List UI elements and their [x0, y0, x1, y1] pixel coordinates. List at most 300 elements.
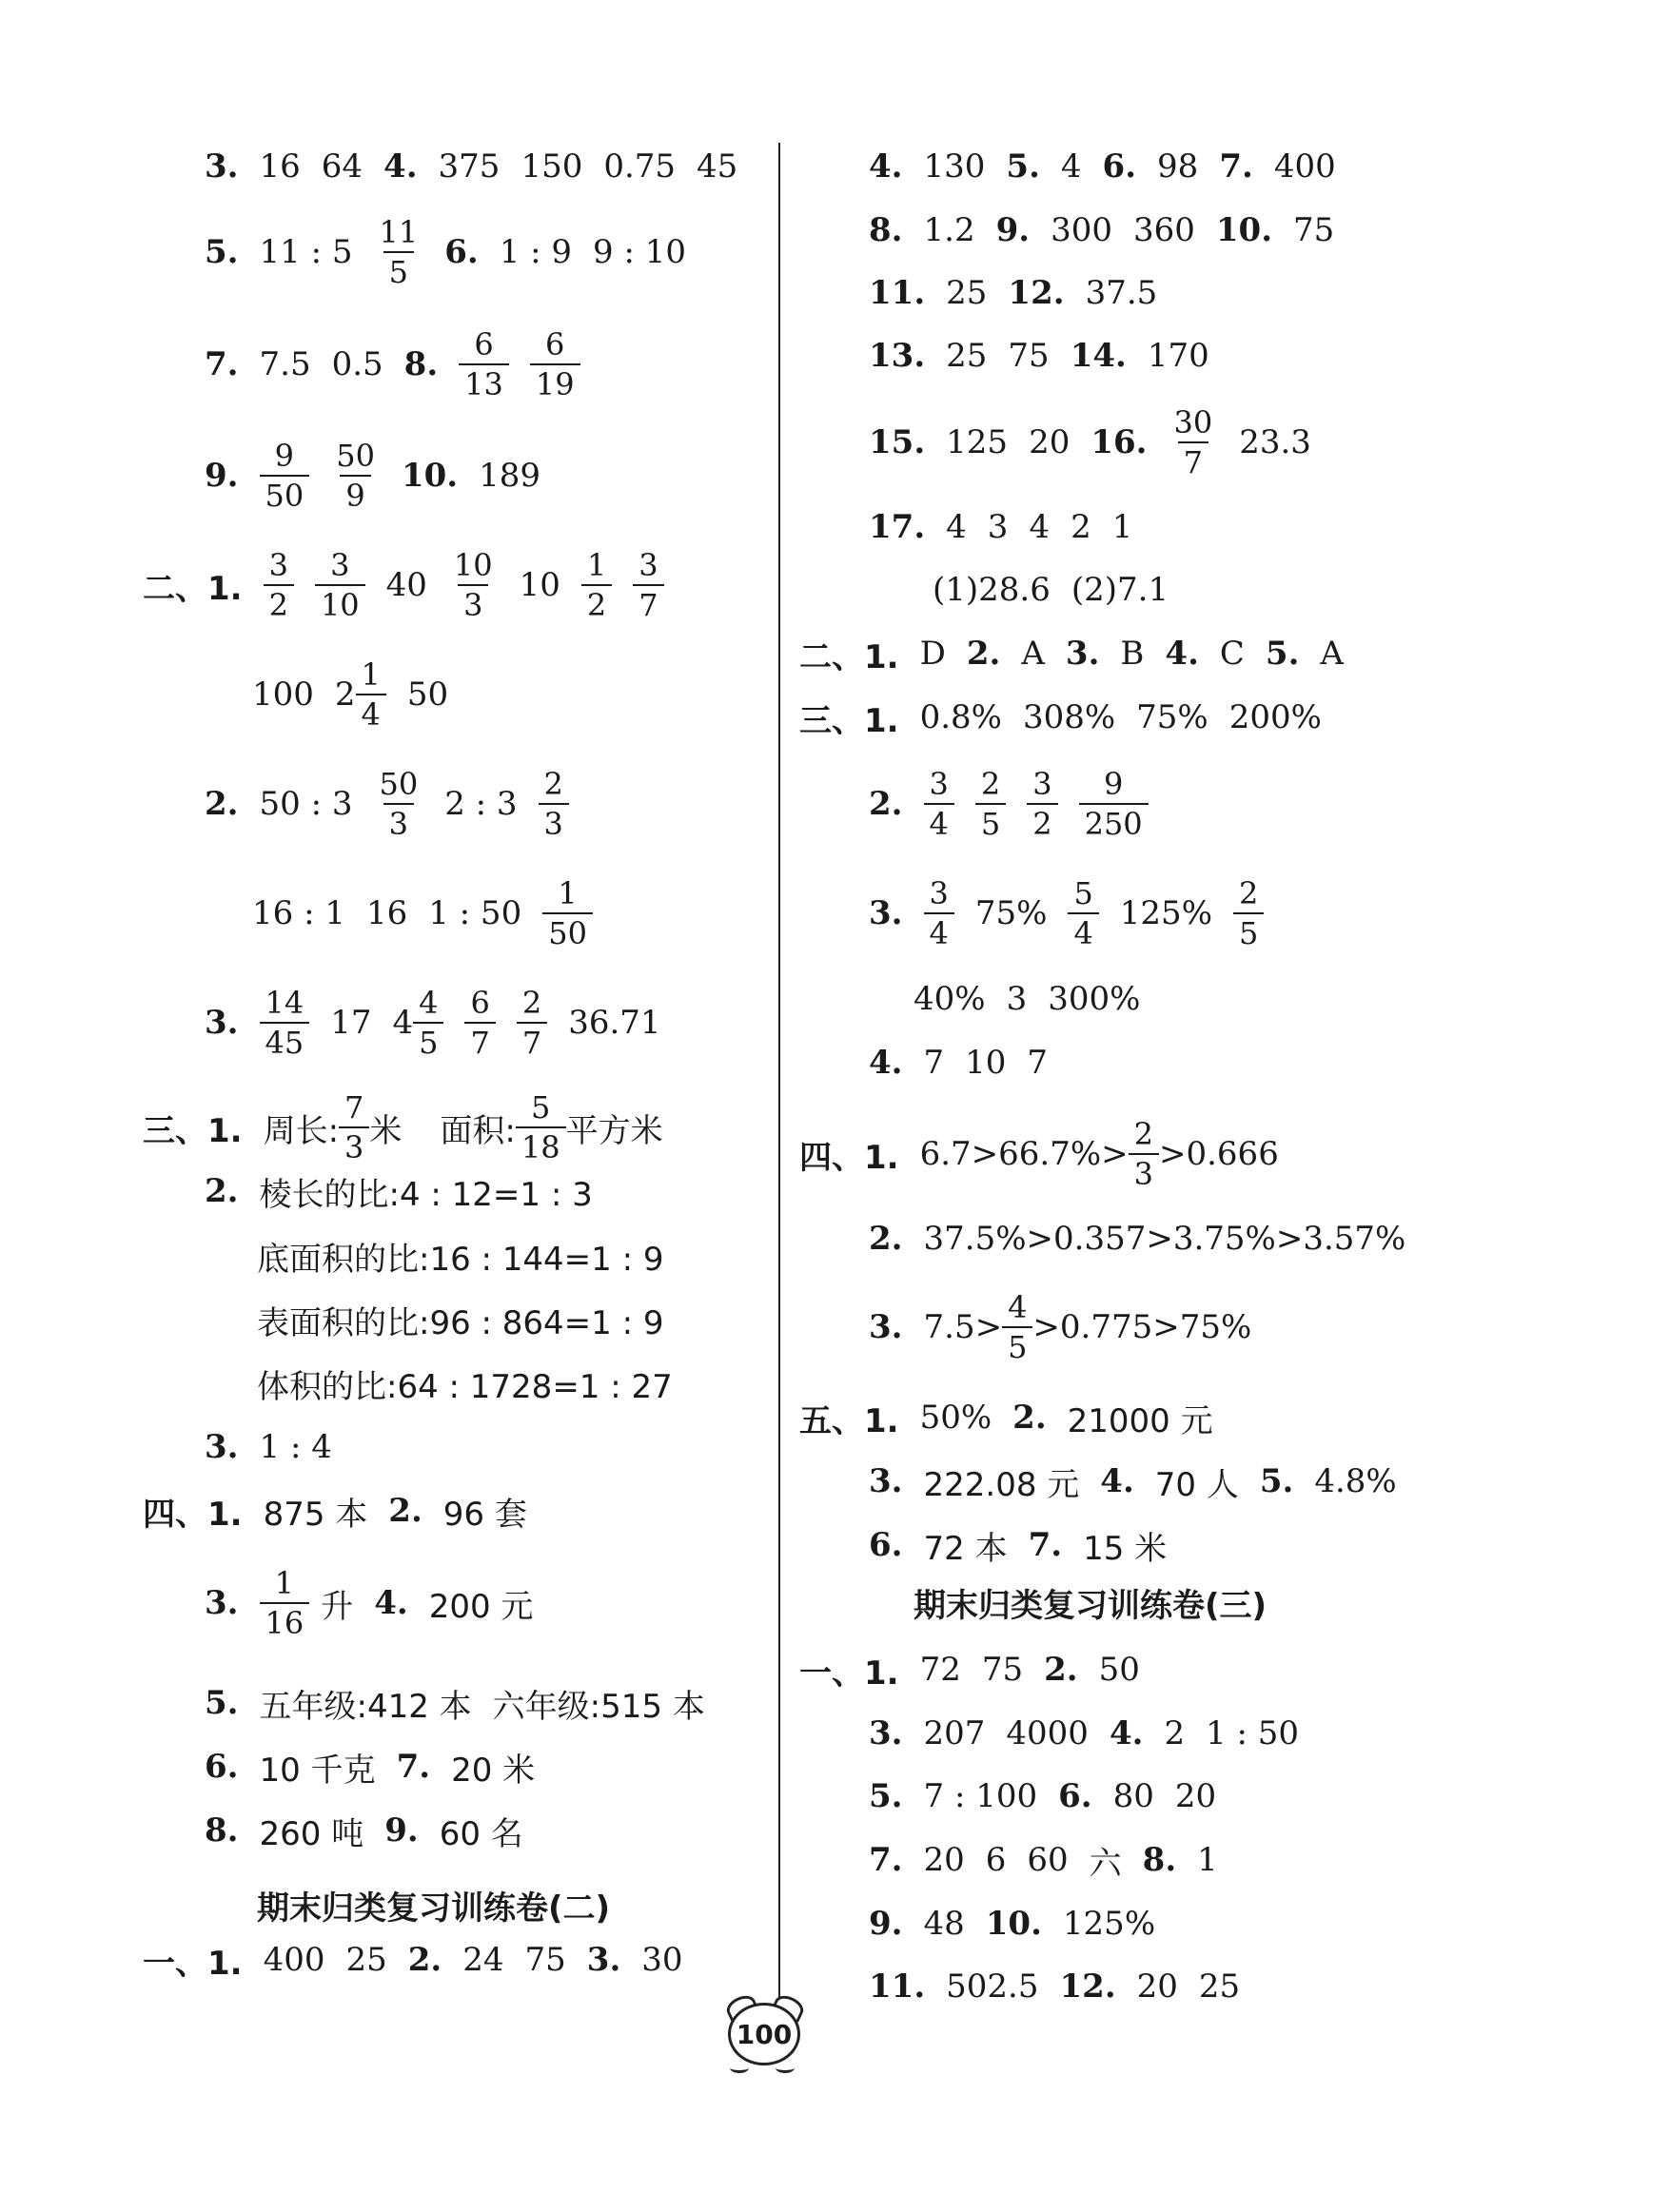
answer: 4000 [1006, 1714, 1089, 1752]
fraction [542, 875, 593, 951]
fraction [373, 766, 423, 842]
section-number: 一、1. [799, 1654, 899, 1693]
fraction [1129, 1116, 1159, 1192]
item-number: 6. [1102, 147, 1137, 186]
fraction [516, 1089, 566, 1165]
answer-line [869, 1453, 1418, 1510]
item-number: 11. [869, 274, 926, 312]
answer: 3 [987, 508, 1009, 546]
numerator: 10 [453, 547, 493, 583]
item-number: 10. [1215, 211, 1273, 249]
answer: 1 [1111, 508, 1133, 546]
numerator: 14 [265, 985, 305, 1021]
item-number: 16. [1090, 423, 1148, 461]
whole-part: 2 [334, 675, 356, 714]
denominator: 2 [264, 584, 294, 620]
fraction [459, 326, 509, 402]
answer: 70 人 [1154, 1465, 1239, 1504]
label: 面积: [440, 1111, 516, 1150]
answer: 150 [521, 147, 583, 186]
answer: 98 [1157, 147, 1199, 186]
denominator: 3 [539, 803, 569, 839]
item-number: 6. [444, 233, 479, 271]
label: 周长: [263, 1111, 340, 1150]
answer: 2 [1071, 508, 1091, 546]
numerator: 1 [586, 547, 607, 583]
answer: 21000 元 [1067, 1401, 1213, 1440]
answer: 30 [641, 1941, 683, 1979]
denominator: 50 [260, 475, 310, 511]
answer: 五年级:412 本 [259, 1687, 472, 1726]
item-number: 5. [869, 1777, 903, 1815]
numerator: 3 [639, 547, 658, 583]
numerator: 6 [470, 985, 490, 1021]
item-number: 4. [869, 147, 903, 186]
item-number: 3. [869, 1714, 903, 1752]
numerator: 9 [1103, 766, 1124, 802]
answer: 189 [479, 457, 540, 495]
item-number: 3. [869, 894, 903, 932]
answer: 130 [923, 147, 986, 186]
denominator: 2 [581, 584, 612, 620]
fraction [530, 326, 580, 402]
answer: 75 [1293, 211, 1335, 249]
answer: 棱长的比:4 : 12=1 : 3 [259, 1175, 593, 1214]
answer: 1 : 50 [1206, 1714, 1300, 1752]
answer: 4 [946, 508, 967, 546]
answer: 25 [946, 274, 988, 312]
denominator: 4 [356, 694, 386, 730]
answer: 125% [1062, 1905, 1156, 1943]
numerator: 11 [379, 214, 419, 250]
item-number: 10. [985, 1905, 1042, 1943]
numerator: 50 [379, 766, 419, 802]
item-number: 4. [1165, 635, 1199, 673]
answer: 125% [1119, 894, 1212, 932]
answer: 80 [1112, 1777, 1154, 1815]
answer-line [205, 312, 601, 417]
denominator: 7 [633, 584, 663, 620]
numerator: 9 [274, 438, 295, 474]
item-number: 3. [869, 1462, 903, 1500]
numerator: 6 [545, 326, 565, 362]
answer: 23.3 [1239, 423, 1311, 461]
item-number: 4. [869, 1044, 903, 1082]
answer: 9 : 10 [593, 233, 686, 271]
item-number: 8. [205, 1811, 239, 1850]
item-number: 8. [403, 345, 439, 383]
denominator: 4 [924, 803, 954, 839]
answer-line [205, 1738, 556, 1795]
answer: 7.5> [923, 1308, 1003, 1346]
denominator: 5 [1233, 912, 1264, 949]
answer: 16 : 1 [252, 894, 345, 932]
page-number: 100 [728, 2003, 800, 2065]
numerator: 3 [330, 547, 350, 583]
denominator: 13 [459, 363, 509, 400]
item-number: 9. [384, 1811, 419, 1850]
answer: 25 [345, 1941, 387, 1979]
answer-line [205, 752, 590, 856]
fraction [315, 547, 365, 623]
answer-line [869, 390, 1332, 495]
item-number: 2. [205, 1172, 239, 1210]
section-number: 二、1. [799, 637, 899, 676]
item-number: 2. [869, 1220, 903, 1258]
section-number: 一、1. [143, 1944, 243, 1983]
answer-line [869, 499, 1153, 556]
answer: 64 [321, 147, 363, 186]
answer: 75% [974, 894, 1048, 932]
answer: 50 : 3 [259, 785, 353, 823]
item-number: 5. [1006, 147, 1040, 186]
item-number: 2. [966, 635, 1001, 673]
fraction [1233, 875, 1264, 951]
answer: 17 [330, 1004, 372, 1042]
numerator: 4 [1008, 1289, 1028, 1325]
answer: 6 [985, 1841, 1007, 1879]
mixed-number [392, 985, 443, 1061]
fraction [1002, 1289, 1032, 1365]
item-number: 6. [205, 1748, 239, 1786]
answer-line [869, 861, 1285, 966]
numerator: 6 [474, 326, 494, 362]
answer: 20 [1029, 423, 1071, 461]
answer: >0.666 [1159, 1135, 1279, 1173]
denominator: 16 [260, 1602, 310, 1638]
item-number: 3. [205, 1428, 239, 1466]
answer: 11 : 5 [259, 233, 353, 271]
answer: 502.5 [946, 1967, 1039, 2006]
denominator: 4 [924, 912, 954, 949]
item-number: 2. [869, 785, 903, 823]
answer-line [143, 1482, 548, 1539]
denominator: 5 [413, 1022, 443, 1058]
fraction [448, 547, 499, 623]
numerator: 3 [1032, 766, 1052, 802]
item-number: 13. [869, 337, 926, 375]
answer: 10 千克 [259, 1751, 376, 1790]
answer-line [869, 1895, 1176, 1952]
answer-line [205, 200, 707, 304]
answer: 400 [1273, 147, 1336, 186]
item-number: 3. [205, 147, 239, 186]
answer: 50 [1098, 1651, 1140, 1689]
answer-line [252, 642, 469, 747]
item-number: 2. [205, 785, 239, 823]
item-number: 7. [1028, 1526, 1063, 1564]
answer: 50% [919, 1399, 992, 1437]
answer: 2 [1164, 1714, 1186, 1752]
answer: 4 [1060, 147, 1082, 186]
answer: 24 [462, 1941, 504, 1979]
section-number: 三、1. [143, 1111, 243, 1150]
answer-line [799, 1389, 1234, 1446]
denominator: 3 [339, 1126, 369, 1163]
answer-line [257, 1227, 685, 1284]
denominator: 4 [1068, 912, 1098, 949]
denominator: 3 [383, 803, 414, 839]
answer: 7.5 [259, 345, 311, 383]
clock-foot-icon [730, 2063, 749, 2073]
unit: 米 [369, 1111, 403, 1150]
answer: 170 [1147, 337, 1209, 375]
answer: 207 [923, 1714, 986, 1752]
answer: 40% [914, 980, 986, 1018]
answer-line [869, 1210, 1426, 1267]
fraction [373, 214, 423, 290]
answer: 25 [946, 337, 988, 375]
answer: A [1320, 635, 1344, 673]
section-heading: 期末归类复习训练卷(二) [257, 1889, 611, 1928]
fraction [1079, 766, 1149, 842]
answer: 1 : 9 [499, 233, 573, 271]
answer: (2)7.1 [1071, 571, 1169, 609]
answer: 4.8% [1314, 1462, 1397, 1500]
answer: 75 [981, 1651, 1024, 1689]
unit: 升 [321, 1587, 354, 1626]
denominator: 5 [1002, 1326, 1032, 1362]
answer: 200 元 [428, 1587, 534, 1626]
answer-line [143, 1931, 704, 1988]
answer: 222.08 元 [923, 1465, 1080, 1504]
numerator: 3 [929, 766, 949, 802]
item-number: 5. [205, 233, 239, 271]
answer-line [205, 423, 561, 528]
answer-line [205, 970, 682, 1075]
fraction [330, 438, 381, 514]
answer: 表面积的比:96 : 864=1 : 9 [257, 1303, 664, 1342]
fraction [1168, 404, 1218, 480]
item-number: 4. [1100, 1462, 1134, 1500]
numerator: 30 [1173, 404, 1213, 440]
item-number: 9. [205, 457, 239, 495]
item-number: 6. [869, 1526, 903, 1564]
section-number: 四、1. [799, 1138, 899, 1177]
answer: 25 [1198, 1967, 1241, 2006]
item-number: 12. [1059, 1967, 1116, 2006]
fraction [413, 985, 443, 1061]
item-number: 14. [1070, 337, 1127, 375]
item-number: 8. [869, 211, 903, 249]
mixed-number [334, 656, 386, 733]
answer: 10 [965, 1044, 1007, 1082]
fraction [975, 766, 1006, 842]
item-number: 6. [1058, 1777, 1092, 1815]
fraction [924, 766, 954, 842]
answer: 40 [385, 566, 427, 604]
answer: 200% [1228, 698, 1322, 736]
answer-line [869, 202, 1355, 259]
answer: 7 [923, 1044, 945, 1082]
denominator: 7 [1178, 441, 1208, 478]
answer: 300 [1051, 211, 1112, 249]
numerator: 2 [521, 985, 542, 1021]
denominator: 50 [542, 912, 593, 949]
item-number: 2. [1012, 1399, 1047, 1437]
fraction [581, 547, 612, 623]
item-number: 7. [869, 1841, 903, 1879]
item-number: 12. [1008, 274, 1065, 312]
page-number-badge [709, 2003, 814, 2069]
answer: 300% [1048, 980, 1141, 1018]
fraction [517, 985, 547, 1061]
item-number: 7. [205, 345, 239, 383]
answer: 75 [524, 1941, 566, 1979]
fraction [264, 547, 294, 623]
answer: >0.775>75% [1032, 1308, 1252, 1346]
item-number: 5. [1265, 635, 1300, 673]
answer: 1 : 50 [428, 894, 522, 932]
answer: 875 本 [263, 1495, 368, 1534]
denominator: 3 [458, 584, 488, 620]
item-number: 4. [374, 1584, 408, 1622]
answer: 72 [919, 1651, 961, 1689]
fraction [633, 547, 663, 623]
numerator: 3 [929, 875, 949, 911]
answer: 60 名 [439, 1814, 523, 1853]
fraction [1027, 766, 1057, 842]
answer-line [869, 1705, 1320, 1762]
answer: 37.5%>0.357>3.75%>3.57% [923, 1220, 1406, 1258]
answer: 3 [1006, 980, 1028, 1018]
answer: 6.7>66.7%> [919, 1135, 1129, 1173]
answer-line [869, 1517, 1188, 1574]
numerator: 7 [344, 1089, 364, 1126]
answer: 20 [1136, 1967, 1178, 2006]
answer: 96 套 [442, 1495, 527, 1534]
answer-line [205, 1674, 726, 1732]
denominator: 3 [1129, 1153, 1159, 1189]
answer-line [143, 533, 685, 637]
denominator: 5 [975, 803, 1006, 839]
section-number: 四、1. [143, 1495, 243, 1534]
answer: 20 [923, 1841, 965, 1879]
answer: C [1219, 635, 1245, 673]
answer: 308% [1022, 698, 1116, 736]
fraction [539, 766, 569, 842]
section-number: 五、1. [799, 1401, 899, 1440]
answer: 400 [263, 1941, 325, 1979]
answer: 0.8% [919, 698, 1002, 736]
answer: 75% [1136, 698, 1208, 736]
item-number: 17. [869, 508, 926, 546]
fraction [260, 985, 310, 1061]
answer-line [799, 625, 1365, 682]
denominator: 5 [383, 251, 414, 287]
item-number: 15. [869, 423, 926, 461]
denominator: 9 [340, 475, 370, 511]
answer: 0.5 [331, 345, 383, 383]
item-number: 7. [1219, 147, 1253, 186]
answer-line [869, 1831, 1239, 1889]
answer: 7 : 100 [923, 1777, 1038, 1815]
item-number: 4. [1109, 1714, 1144, 1752]
answer-line [869, 752, 1169, 856]
answer: 16 [365, 894, 408, 932]
answer: 1 [1197, 1841, 1218, 1879]
clock-foot-icon [776, 2063, 795, 2073]
answer: 20 米 [451, 1751, 536, 1790]
numerator: 2 [1239, 875, 1259, 911]
denominator: 250 [1079, 803, 1149, 839]
fraction [1068, 875, 1098, 951]
answer-line [869, 1768, 1237, 1825]
answer: 六年级:515 本 [492, 1687, 705, 1726]
answer: 100 [252, 675, 314, 714]
item-number: 5. [1259, 1462, 1294, 1500]
answer: B [1120, 635, 1145, 673]
answer: 260 吨 [259, 1814, 364, 1853]
answer: (1)28.6 [933, 571, 1051, 609]
answer: 50 [406, 675, 449, 714]
fraction [464, 985, 495, 1061]
numerator: 2 [543, 766, 563, 802]
answer-line [252, 861, 614, 966]
answer-line [205, 1802, 544, 1859]
answer: 15 米 [1083, 1529, 1168, 1568]
answer-line [869, 327, 1230, 384]
answer: 75 [1008, 337, 1050, 375]
item-number: 3. [1065, 635, 1100, 673]
answer: 48 [923, 1905, 965, 1943]
answer-line [799, 1102, 1300, 1206]
numerator: 1 [558, 875, 578, 911]
numerator: 5 [1073, 875, 1093, 911]
answer: 60 [1027, 1841, 1069, 1879]
denominator: 10 [315, 584, 365, 620]
answer: 375 [438, 147, 501, 186]
numerator: 1 [361, 656, 381, 693]
fraction [260, 438, 310, 514]
answer-line [799, 1641, 1161, 1698]
item-number: 3. [205, 1584, 239, 1622]
denominator: 45 [260, 1022, 310, 1058]
section-number: 二、1. [143, 569, 243, 608]
answer: 16 [259, 147, 301, 186]
item-number: 3. [586, 1941, 621, 1979]
section-heading: 期末归类复习训练卷(三) [914, 1587, 1267, 1625]
item-number: 10. [401, 457, 459, 495]
answer-line [257, 1355, 694, 1412]
answer: A [1021, 635, 1045, 673]
numerator: 4 [419, 985, 439, 1021]
denominator: 18 [516, 1126, 566, 1163]
answer: 1 : 4 [259, 1428, 332, 1466]
item-number: 3. [869, 1308, 903, 1346]
answer: 37.5 [1085, 274, 1158, 312]
answer: 2 : 3 [444, 785, 518, 823]
column-divider [778, 143, 780, 1998]
item-number: 5. [205, 1684, 239, 1722]
item-number: 9. [869, 1905, 903, 1943]
item-number: 2. [1044, 1651, 1078, 1689]
answer: 底面积的比:16 : 144=1 : 9 [257, 1240, 664, 1279]
answer-line [869, 1958, 1261, 2015]
item-number: 7. [396, 1748, 431, 1786]
answer-line [205, 1419, 353, 1476]
answer: 360 [1132, 211, 1195, 249]
item-number: 11. [869, 1967, 926, 2006]
answer: 125 [946, 423, 1009, 461]
answer: 0.75 [603, 147, 677, 186]
item-number: 4. [383, 147, 418, 186]
fraction [356, 656, 386, 733]
numerator: 2 [1133, 1116, 1153, 1152]
fraction [339, 1089, 369, 1165]
answer-line [914, 970, 1161, 1028]
numerator: 2 [980, 766, 1001, 802]
